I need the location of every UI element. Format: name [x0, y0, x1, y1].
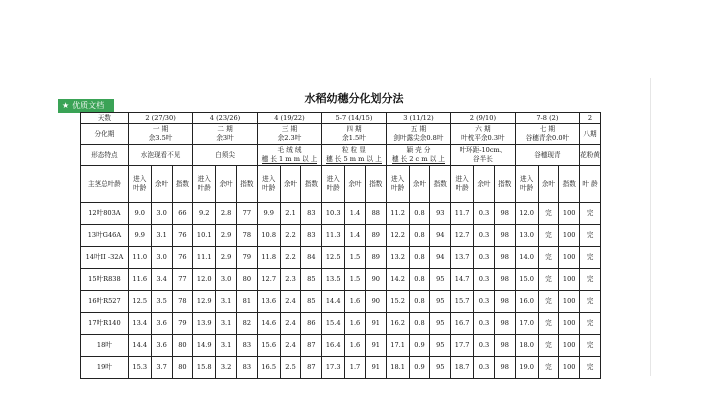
value-cell: 2.1: [280, 203, 301, 225]
variety-cell: 16叶R527: [81, 291, 129, 313]
value-cell: 3.1: [216, 291, 237, 313]
value-cell: 1.5: [345, 269, 366, 291]
document-title: 水稻幼穗分化划分法: [304, 92, 404, 105]
value-cell: 0.3: [474, 357, 495, 379]
value-cell: 100: [559, 335, 580, 357]
cell-line: 进入: [133, 175, 147, 183]
value-cell: 15.6: [257, 335, 280, 357]
value-cell: 94: [430, 225, 451, 247]
value-cell: 18.1: [386, 357, 409, 379]
value-cell: 完: [538, 269, 559, 291]
value-cell: 3.6: [151, 335, 172, 357]
value-cell: 87: [301, 357, 322, 379]
value-cell: 3.1: [216, 335, 237, 357]
value-cell: 0.3: [474, 225, 495, 247]
value-cell: 88: [365, 203, 386, 225]
phase-cell: [451, 124, 515, 145]
value-cell: 89: [365, 247, 386, 269]
variety-cell: 15叶R838: [81, 269, 129, 291]
value-cell: 81: [236, 291, 257, 313]
value-cell: 78: [172, 291, 193, 313]
cell-line: 叶环距-10cm、: [459, 146, 507, 154]
cell-line: 四 期: [346, 125, 362, 133]
value-cell: 0.8: [409, 291, 430, 313]
table-row: [81, 203, 628, 225]
cell-line: 进入: [326, 175, 340, 183]
value-cell: 85: [301, 269, 322, 291]
value-cell: 完: [538, 357, 559, 379]
days-label: 天数: [81, 113, 129, 124]
table-row: [81, 291, 628, 313]
table-row: [81, 357, 628, 379]
value-cell: 12.9: [193, 291, 216, 313]
value-cell: 9.0: [128, 203, 151, 225]
value-cell: 1.6: [345, 313, 366, 335]
value-cell: 86: [301, 313, 322, 335]
value-cell: 1.5: [345, 247, 366, 269]
value-cell: 1.4: [345, 225, 366, 247]
value-cell: 14.0: [515, 247, 538, 269]
value-cell: 完: [580, 335, 601, 357]
value-cell: 12.7: [451, 225, 474, 247]
subheader-cell: [386, 166, 409, 203]
value-cell: 98: [494, 269, 515, 291]
value-cell: 0.8: [409, 225, 430, 247]
value-cell: 0.8: [409, 203, 430, 225]
value-cell: 2.3: [280, 269, 301, 291]
value-cell: 0.3: [474, 291, 495, 313]
value-cell: 2.5: [280, 357, 301, 379]
value-cell: 100: [559, 291, 580, 313]
variety-cell: 19叶: [81, 357, 129, 379]
days-cell: 2 (9/10): [451, 113, 515, 124]
days-cell: 7-8 (2): [515, 113, 579, 124]
value-cell: 18.7: [451, 357, 474, 379]
cell-line: 三 期: [281, 125, 298, 133]
phase-cell: [322, 124, 386, 145]
value-cell: 91: [365, 313, 386, 335]
feature-cell: [257, 145, 321, 166]
value-cell: 14.9: [193, 335, 216, 357]
value-cell: 3.1: [216, 313, 237, 335]
value-cell: 完: [580, 203, 601, 225]
value-cell: 0.3: [474, 269, 495, 291]
value-cell: 11.7: [451, 203, 474, 225]
value-cell: 11.2: [386, 203, 409, 225]
value-cell: 12.0: [193, 269, 216, 291]
value-cell: 94: [430, 247, 451, 269]
value-cell: 93: [430, 203, 451, 225]
variety-cell: 12叶803A: [81, 203, 129, 225]
value-cell: 2.4: [280, 313, 301, 335]
cell-line: 余3叶: [216, 134, 234, 142]
value-cell: 15.7: [451, 291, 474, 313]
cell-line: 七 期: [539, 125, 556, 133]
value-cell: 16.0: [515, 291, 538, 313]
table-row: [81, 269, 628, 291]
subheader-cell: 指数: [236, 166, 257, 203]
value-cell: 2.4: [280, 291, 301, 313]
feature-cell: [386, 145, 450, 166]
value-cell: 17.3: [322, 357, 345, 379]
value-cell: 9.2: [193, 203, 216, 225]
cell-line: 叶龄: [391, 184, 405, 192]
value-cell: 13.2: [386, 247, 409, 269]
value-cell: 3.0: [151, 247, 172, 269]
value-cell: 14.2: [386, 269, 409, 291]
value-cell: 90: [365, 269, 386, 291]
subheader-cell: 余叶: [151, 166, 172, 203]
value-cell: 2.9: [216, 225, 237, 247]
value-cell: 16.5: [257, 357, 280, 379]
value-cell: 3.7: [151, 357, 172, 379]
value-cell: 100: [559, 203, 580, 225]
value-cell: 13.4: [128, 313, 151, 335]
cell-line: 颖 壳 分: [406, 146, 431, 154]
star-icon: ★: [62, 101, 70, 110]
phase-cell: [580, 124, 601, 145]
days-cell: 2 (27/30): [128, 113, 192, 124]
value-cell: 15.3: [128, 357, 151, 379]
table-row: [81, 313, 628, 335]
value-cell: 0.8: [409, 247, 430, 269]
value-cell: 12.5: [128, 291, 151, 313]
subheader-cell: 指数: [301, 166, 322, 203]
value-cell: 13.0: [515, 225, 538, 247]
cell-line: 一 期: [152, 125, 169, 133]
value-cell: 80: [236, 269, 257, 291]
subheader-cell: [515, 166, 538, 203]
variety-cell: 13叶G46A: [81, 225, 129, 247]
cell-line: 水泡现看不见: [140, 150, 181, 159]
feature-cell: [451, 145, 515, 166]
subheader-cell: 指数: [559, 166, 580, 203]
value-cell: 完: [580, 269, 601, 291]
value-cell: 9.9: [128, 225, 151, 247]
cell-line: 二 期: [217, 125, 233, 133]
feature-cell: [515, 145, 579, 166]
cell-line: 八期: [583, 129, 597, 138]
value-cell: 95: [430, 335, 451, 357]
subheader-cell: 指数: [494, 166, 515, 203]
value-cell: 17.7: [451, 335, 474, 357]
value-cell: 79: [236, 247, 257, 269]
value-cell: 76: [172, 247, 193, 269]
value-cell: 100: [559, 269, 580, 291]
cell-line: 花粉黄: [580, 150, 600, 159]
value-cell: 16.2: [386, 313, 409, 335]
value-cell: 100: [559, 225, 580, 247]
value-cell: 98: [494, 203, 515, 225]
value-cell: 完: [538, 203, 559, 225]
value-cell: 13.6: [257, 291, 280, 313]
value-cell: 3.5: [151, 291, 172, 313]
value-cell: 83: [301, 203, 322, 225]
value-cell: 12.5: [322, 247, 345, 269]
value-cell: 3.2: [216, 357, 237, 379]
days-cell: 2: [580, 113, 601, 124]
value-cell: 2.8: [216, 203, 237, 225]
cell-line: 剑叶露尖余0.8叶: [393, 134, 444, 142]
value-cell: 3.1: [151, 225, 172, 247]
cell-line: 进入: [197, 175, 211, 183]
value-cell: 11.3: [322, 225, 345, 247]
value-cell: 15.2: [386, 291, 409, 313]
value-cell: 13.9: [193, 313, 216, 335]
subheader-cell: 余叶: [409, 166, 430, 203]
value-cell: 80: [172, 357, 193, 379]
value-cell: 15.8: [193, 357, 216, 379]
value-cell: 完: [538, 225, 559, 247]
cell-line: 五 期: [410, 125, 427, 133]
value-cell: 完: [580, 291, 601, 313]
value-cell: 2.2: [280, 247, 301, 269]
main-stem-leaf-label: 主茎总叶龄: [81, 166, 129, 203]
value-cell: 79: [172, 313, 193, 335]
value-cell: 83: [236, 357, 257, 379]
value-cell: 完: [580, 247, 601, 269]
value-cell: 3.0: [151, 203, 172, 225]
value-cell: 完: [538, 313, 559, 335]
value-cell: 10.3: [322, 203, 345, 225]
value-cell: 66: [172, 203, 193, 225]
variety-cell: 14叶II -32A: [81, 247, 129, 269]
value-cell: 78: [236, 225, 257, 247]
value-cell: 100: [559, 357, 580, 379]
feature-cell: [128, 145, 192, 166]
subheader-cell: 指数: [365, 166, 386, 203]
value-cell: 11.8: [257, 247, 280, 269]
value-cell: 95: [430, 291, 451, 313]
value-cell: 16.4: [322, 335, 345, 357]
cell-line: 进入: [391, 175, 405, 183]
cell-line: 叶龄: [133, 184, 147, 192]
phase-cell: [386, 124, 450, 145]
value-cell: 1.6: [345, 291, 366, 313]
days-cell: 5-7 (14/15): [322, 113, 386, 124]
subheader-cell: 指数: [430, 166, 451, 203]
value-cell: 完: [538, 291, 559, 313]
value-cell: 14.6: [257, 313, 280, 335]
value-cell: 13.5: [322, 269, 345, 291]
value-cell: 3.4: [151, 269, 172, 291]
value-cell: 80: [172, 335, 193, 357]
value-cell: 11.1: [193, 247, 216, 269]
cell-line: 叶龄: [520, 184, 534, 192]
subheader-cell: 叶 龄: [580, 166, 601, 203]
value-cell: 17.0: [515, 313, 538, 335]
feature-cell: [580, 145, 601, 166]
cell-line: 进入: [262, 175, 276, 183]
subheader-cell: 余叶: [474, 166, 495, 203]
value-cell: 98: [494, 357, 515, 379]
value-cell: 89: [365, 225, 386, 247]
value-cell: 83: [236, 335, 257, 357]
value-cell: 13.7: [451, 247, 474, 269]
value-cell: 95: [430, 357, 451, 379]
value-cell: 98: [494, 247, 515, 269]
value-cell: 84: [301, 247, 322, 269]
value-cell: 1.4: [345, 203, 366, 225]
value-cell: 15.4: [322, 313, 345, 335]
value-cell: 98: [494, 225, 515, 247]
cell-line: 穗 长 2 c m 以 上: [391, 155, 445, 163]
value-cell: 完: [580, 357, 601, 379]
cell-line: 谷穗青余0.0叶: [525, 134, 570, 142]
feature-label: 形态特点: [81, 145, 129, 166]
value-cell: 76: [172, 225, 193, 247]
cell-line: 叶龄: [326, 184, 340, 192]
phase-cell: [257, 124, 321, 145]
subheader-cell: [128, 166, 151, 203]
value-cell: 98: [494, 291, 515, 313]
subheader-cell: [193, 166, 216, 203]
table-row: [81, 247, 628, 269]
variety-cell: 18叶: [81, 335, 129, 357]
value-cell: 0.3: [474, 335, 495, 357]
value-cell: 98: [494, 313, 515, 335]
value-cell: 12.0: [515, 203, 538, 225]
value-cell: 90: [365, 291, 386, 313]
value-cell: 14.4: [322, 291, 345, 313]
value-cell: 0.8: [409, 269, 430, 291]
value-cell: 77: [172, 269, 193, 291]
value-cell: 91: [365, 335, 386, 357]
days-cell: 4 (23/26): [193, 113, 257, 124]
subheader-cell: 余叶: [538, 166, 559, 203]
value-cell: 2.2: [280, 225, 301, 247]
badge-label: 优质文档: [72, 101, 105, 110]
value-cell: 95: [430, 269, 451, 291]
subheader-cell: 余叶: [216, 166, 237, 203]
phase-cell: [515, 124, 579, 145]
cell-line: 进入: [455, 175, 469, 183]
cell-line: 余3.5叶: [148, 134, 173, 142]
value-cell: 完: [580, 225, 601, 247]
days-cell: 3 (11/12): [386, 113, 450, 124]
cell-line: 穗 长 5 m m 以 上: [326, 155, 382, 163]
value-cell: 19.0: [515, 357, 538, 379]
value-cell: 0.9: [409, 357, 430, 379]
value-cell: 17.1: [386, 335, 409, 357]
value-cell: 3.6: [151, 313, 172, 335]
subheader-cell: 余叶: [280, 166, 301, 203]
value-cell: 0.8: [409, 313, 430, 335]
value-cell: 0.3: [474, 313, 495, 335]
value-cell: 95: [430, 313, 451, 335]
value-cell: 100: [559, 313, 580, 335]
table-row: [81, 335, 628, 357]
value-cell: 0.3: [474, 247, 495, 269]
value-cell: 完: [538, 335, 559, 357]
panicle-differentiation-table: [80, 112, 628, 379]
cell-line: 粒 粒 显: [341, 146, 366, 154]
variety-cell: 17叶R140: [81, 313, 129, 335]
value-cell: 85: [301, 291, 322, 313]
value-cell: 0.3: [474, 203, 495, 225]
phase-label: 分化期: [81, 124, 129, 145]
value-cell: 3.0: [216, 269, 237, 291]
value-cell: 2.4: [280, 335, 301, 357]
value-cell: 87: [301, 335, 322, 357]
cell-line: 叶龄: [455, 184, 469, 192]
value-cell: 1.7: [345, 357, 366, 379]
value-cell: 0.9: [409, 335, 430, 357]
table-row: [81, 225, 628, 247]
subheader-cell: [451, 166, 474, 203]
cell-line: 谷半长: [473, 155, 493, 163]
cell-line: 余2.3叶: [277, 134, 302, 142]
cell-line: 叶龄: [262, 184, 276, 192]
cell-line: 叶龄: [197, 184, 211, 192]
feature-cell: [322, 145, 386, 166]
value-cell: 12.7: [257, 269, 280, 291]
value-cell: 18.0: [515, 335, 538, 357]
subheader-cell: 余叶: [345, 166, 366, 203]
days-cell: 4 (19/22): [257, 113, 321, 124]
subheader-cell: 指数: [172, 166, 193, 203]
value-cell: 16.7: [451, 313, 474, 335]
value-cell: 完: [580, 313, 601, 335]
value-cell: 15.0: [515, 269, 538, 291]
subheader-cell: [322, 166, 345, 203]
value-cell: 1.6: [345, 335, 366, 357]
value-cell: 14.7: [451, 269, 474, 291]
value-cell: 10.8: [257, 225, 280, 247]
cell-line: 进入: [520, 175, 534, 183]
cell-line: 毛 绒 绒: [277, 146, 302, 154]
value-cell: 83: [301, 225, 322, 247]
value-cell: 9.9: [257, 203, 280, 225]
value-cell: 100: [559, 247, 580, 269]
value-cell: 12.2: [386, 225, 409, 247]
value-cell: 完: [538, 247, 559, 269]
cell-line: 余1.5叶: [342, 134, 366, 142]
cell-line: 六 期: [475, 125, 491, 133]
cell-line: 白须尖: [215, 150, 235, 159]
phase-cell: [128, 124, 192, 145]
feature-cell: [193, 145, 257, 166]
value-cell: 11.0: [128, 247, 151, 269]
value-cell: 98: [494, 335, 515, 357]
value-cell: 77: [236, 203, 257, 225]
value-cell: 82: [236, 313, 257, 335]
value-cell: 10.1: [193, 225, 216, 247]
value-cell: 91: [365, 357, 386, 379]
value-cell: 2.9: [216, 247, 237, 269]
cell-line: 穗 长 1 m m 以 上: [261, 155, 318, 163]
value-cell: 11.6: [128, 269, 151, 291]
phase-cell: [193, 124, 257, 145]
cell-line: 叶枕平余0.3叶: [461, 134, 505, 142]
subheader-cell: [257, 166, 280, 203]
value-cell: 14.4: [128, 335, 151, 357]
cell-line: 谷穗现青: [534, 150, 561, 159]
